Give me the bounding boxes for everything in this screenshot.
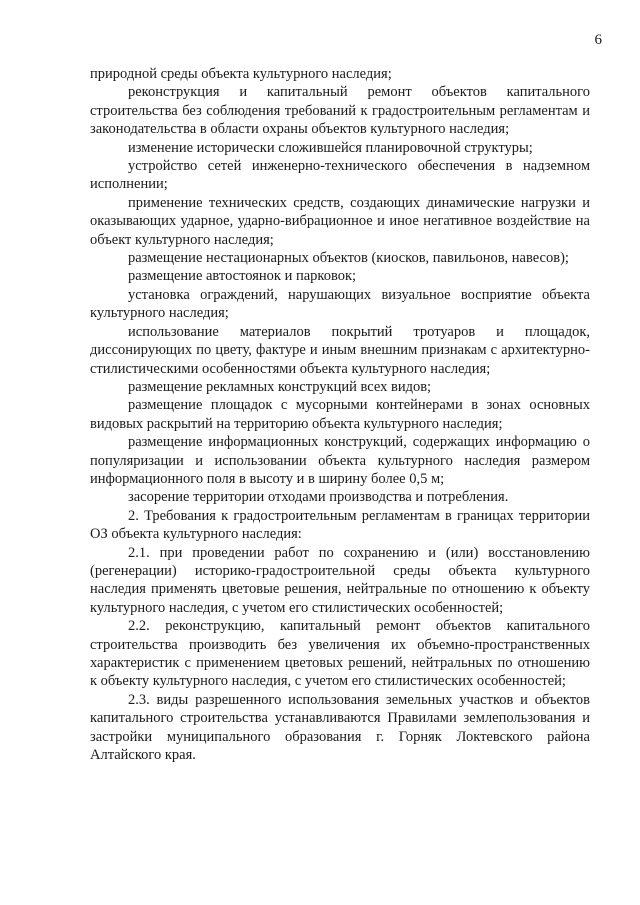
paragraph: 2.1. при проведении работ по сохранению и (или) восстановлению (регенерации) историко-градостроительной среды объекта культурного наследия применять цветовые решения, нейтральные по отношению к объекту культурного наследия, с учетом его стилистических особенностей; <box>90 544 590 616</box>
paragraph: применение технических средств, создающих динамические нагрузки и оказывающих ударное, ударно-вибрационное и иное негативное воздействие на объект культурного наследия; <box>90 194 590 248</box>
paragraph: 2.3. виды разрешенного использования земельных участков и объектов капитального строительства устанавливаются Правилами землепользования и застройки муниципального образования г. Горняк Локтевского района Алтайского края. <box>90 691 590 764</box>
paragraph: размещение нестационарных объектов (киосков, павильонов, навесов); <box>128 250 569 267</box>
paragraph: установка ограждений, нарушающих визуальное восприятие объекта культурного наследия; <box>90 286 590 322</box>
paragraph: засорение территории отходами производства и потребления. <box>128 489 509 506</box>
section-heading: 2. Требования к градостроительным регламентам в границах территории ОЗ объекта культурного наследия: <box>90 507 590 543</box>
paragraph: использование материалов покрытий тротуаров и площадок, диссонирующих по цвету, фактуре и иным внешним признакам с архитектурно-стилистическими особенностями объекта культурного наследия; <box>90 323 590 377</box>
paragraph: 2.2. реконструкцию, капитальный ремонт объектов капитального строительства производить без увеличения их объемно-пространственных характеристик с применением цветовых решений, нейтральных по отношению к объекту культурного наследия, с учетом его стилистических особенностей; <box>90 618 590 690</box>
paragraph: изменение исторически сложившейся планировочной структуры; <box>128 139 533 156</box>
paragraph: размещение информационных конструкций, содержащих информацию о популяризации и использовании объекта культурного наследия размером информационного поля в высоту и в ширину более 0,5 м; <box>90 434 590 487</box>
paragraph: размещение площадок с мусорными контейнерами в зонах основных видовых раскрытий на территорию объекта культурного наследия; <box>90 397 590 432</box>
page-number: 6 <box>594 32 602 48</box>
document-body <box>90 65 590 764</box>
paragraph: реконструкция и капитальный ремонт объектов капитального строительства без соблюдения требований к градостроительным регламентам и законодательства в области охраны объектов культурного наследия; <box>90 84 590 138</box>
paragraph: размещение автостоянок и парковок; <box>128 268 357 285</box>
paragraph: размещение рекламных конструкций всех видов; <box>128 378 432 395</box>
paragraph: природной среды объекта культурного наследия; <box>90 66 392 82</box>
paragraph: устройство сетей инженерно-технического обеспечения в надземном исполнении; <box>90 158 590 193</box>
